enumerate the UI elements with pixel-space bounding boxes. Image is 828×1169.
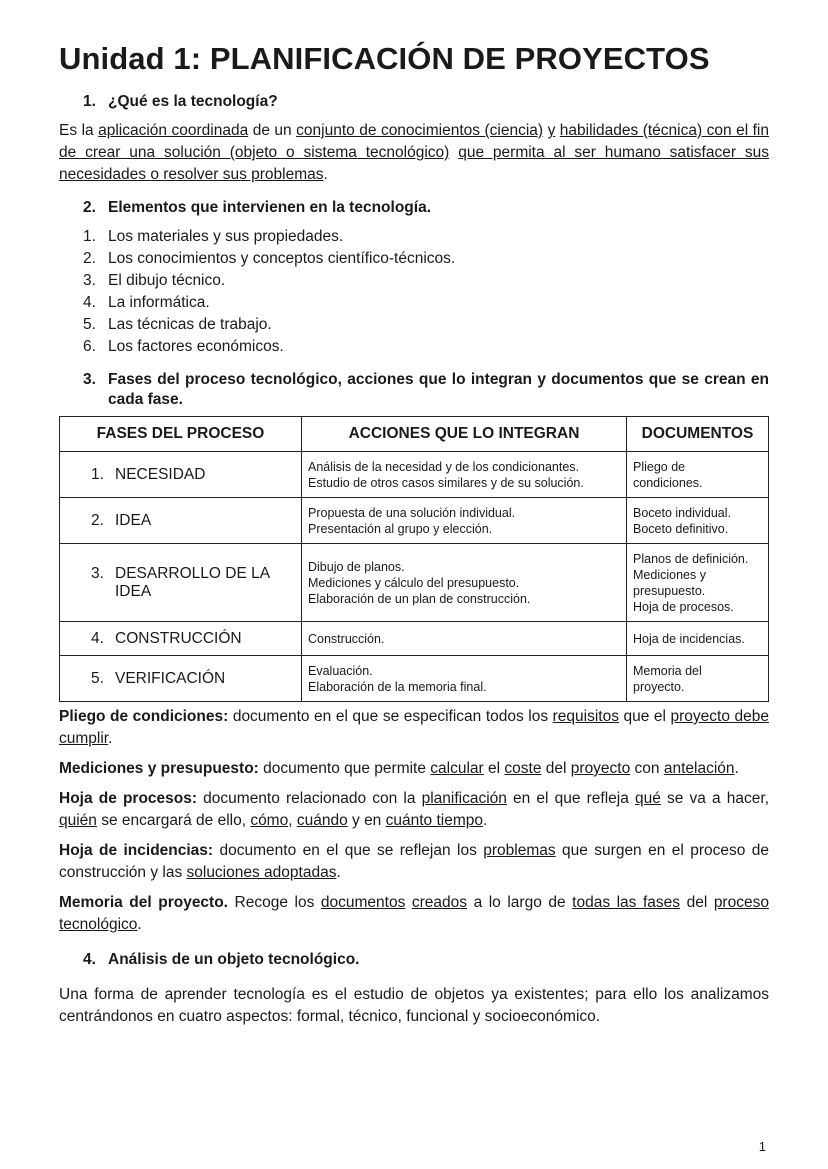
action-line: Análisis de la necesidad y de los condicionantes. (308, 459, 580, 474)
text-run: . (483, 812, 488, 829)
actions-cell (302, 498, 627, 544)
underlined-term: problemas (483, 842, 556, 859)
column-header-fases: FASES DEL PROCESO (60, 417, 302, 452)
list-text: Los materiales y sus propiedades. (108, 228, 344, 245)
section-number: 1. (83, 93, 96, 110)
document-line: Hoja de procesos. (633, 599, 734, 614)
text-run: del (541, 760, 571, 777)
action-line: Dibujo de planos. (308, 559, 405, 574)
document-line: Pliego de (633, 459, 686, 474)
section-title: Fases del proceso tecnológico, acciones que lo integran y documentos que se crean en cada fase. (108, 371, 769, 408)
list-number: 1. (83, 228, 96, 245)
underlined-term: habilidades (técnica) con el fin de crear una solución (objeto o sistema tecnológico) (59, 122, 769, 161)
underlined-term: y (547, 122, 556, 139)
underlined-term: cómo (250, 812, 289, 829)
term-name: Hoja de procesos: (59, 790, 198, 807)
documents-cell (627, 544, 769, 622)
underlined-term: requisitos (552, 708, 619, 725)
text-run: se encargará de ello, (96, 812, 251, 829)
analysis-paragraph: Una forma de aprender tecnología es el estudio de objetos ya existentes; para ello los analizamos centrándonos en cuatro aspectos: formal, técnico, funcional y socioeconómico. (59, 986, 769, 1025)
list-text: Las técnicas de trabajo. (108, 316, 272, 333)
text-run: Es la (59, 122, 99, 139)
phase-cell (60, 498, 302, 544)
list-number: 4. (83, 294, 96, 311)
underlined-term: quién (59, 812, 97, 829)
document-line: Memoria del (633, 663, 702, 678)
phase-cell (60, 656, 302, 702)
phase-number: 2. (91, 511, 104, 529)
phase-name: DESARROLLO DE LA IDEA (115, 564, 270, 600)
phase-cell (60, 452, 302, 498)
action-line: Evaluación. (308, 663, 373, 678)
list-item (59, 248, 769, 270)
document-line: Boceto individual. (633, 505, 731, 520)
text-run: , (288, 812, 297, 829)
list-text: El dibujo técnico. (108, 272, 226, 289)
glossary-memoria (59, 892, 769, 936)
list-item (59, 314, 769, 336)
documents-cell (627, 498, 769, 544)
document-line: Hoja de incidencias. (633, 631, 745, 646)
underlined-term: qué (635, 790, 661, 807)
underlined-term: proyecto (570, 760, 631, 777)
action-line: Propuesta de una solución individual. (308, 505, 516, 520)
action-line: Construcción. (308, 631, 385, 646)
document-line: Planos de definición. (633, 551, 749, 566)
page-title: Unidad 1: PLANIFICACIÓN DE PROYECTOS (59, 41, 710, 76)
table-row (60, 544, 769, 622)
documents-cell (627, 452, 769, 498)
glossary-pliego (59, 706, 769, 750)
action-line: Elaboración de un plan de construcción. (308, 591, 531, 606)
phase-number: 4. (91, 629, 104, 647)
section-heading-1 (59, 92, 769, 112)
text-run: . (108, 730, 113, 747)
text-run: de un (248, 122, 297, 139)
underlined-term: planificación (421, 790, 507, 807)
section-title: Análisis de un objeto tecnológico. (108, 951, 360, 968)
documents-cell (627, 656, 769, 702)
text-run: que el (618, 708, 671, 725)
underlined-term: calcular (430, 760, 484, 777)
text-run: y en (347, 812, 386, 829)
term-name: Hoja de incidencias: (59, 842, 214, 859)
page-number: 1 (758, 1139, 766, 1154)
underlined-term: proyecto debe cumplir (59, 708, 769, 747)
section-title: ¿Qué es la tecnología? (108, 93, 278, 110)
underlined-term: aplicación coordinada (98, 122, 249, 139)
actions-cell (302, 622, 627, 656)
term-name: Pliego de condiciones: (59, 708, 229, 725)
phase-cell (60, 622, 302, 656)
list-number: 3. (83, 272, 96, 289)
text-run: del (680, 894, 714, 911)
document-page (59, 40, 769, 1036)
list-number: 6. (83, 338, 96, 355)
definition-paragraph (59, 120, 769, 186)
section-heading-4 (59, 950, 769, 970)
list-number: 5. (83, 316, 96, 333)
phase-number: 5. (91, 669, 104, 687)
underlined-term: documentos (320, 894, 406, 911)
phase-name: NECESIDAD (115, 465, 206, 483)
text-run: Recoge los (228, 894, 321, 911)
phase-number: 3. (91, 564, 104, 582)
glossary-mediciones (59, 758, 769, 780)
table-row (60, 622, 769, 656)
underlined-term: proceso tecnológico (59, 894, 769, 933)
phase-name: VERIFICACIÓN (115, 669, 226, 687)
text-run: que surgen en el proceso de construcción y las (59, 842, 769, 881)
actions-cell (302, 452, 627, 498)
section-title: Elementos que intervienen en la tecnología. (108, 199, 431, 216)
glossary-procesos (59, 788, 769, 832)
underlined-term: todas las fases (572, 894, 681, 911)
section-number: 2. (83, 199, 96, 216)
list-text: Los factores económicos. (108, 338, 284, 355)
text-run: documento que permite (258, 760, 431, 777)
text-run: el (483, 760, 505, 777)
text-run: . (336, 864, 341, 881)
phase-number: 1. (91, 465, 104, 483)
table-row (60, 498, 769, 544)
section-number: 4. (83, 951, 96, 968)
phase-cell (60, 544, 302, 622)
text-run: documento en el que se reflejan los (213, 842, 484, 859)
phases-table (59, 416, 769, 702)
text-run: documento relacionado con la (197, 790, 422, 807)
text-run: a lo largo de (467, 894, 573, 911)
list-text: La informática. (108, 294, 210, 311)
action-line: Elaboración de la memoria final. (308, 679, 487, 694)
glossary-incidencias (59, 840, 769, 884)
text-run: . (734, 760, 739, 777)
list-number: 2. (83, 250, 96, 267)
underlined-term: cuándo (296, 812, 348, 829)
table-row (60, 452, 769, 498)
phase-name: IDEA (115, 511, 152, 529)
section-heading-3 (59, 370, 769, 410)
text-run: se va a hacer, (660, 790, 770, 807)
elements-list (59, 226, 769, 358)
list-item (59, 270, 769, 292)
text-run: documento en el que se especifican todos los (228, 708, 553, 725)
table-header-row (60, 417, 769, 452)
text-run (449, 144, 458, 161)
list-item (59, 336, 769, 358)
document-line: proyecto. (633, 679, 685, 694)
document-line: Boceto definitivo. (633, 521, 729, 536)
underlined-term: creados (411, 894, 468, 911)
table-row (60, 656, 769, 702)
action-line: Presentación al grupo y elección. (308, 521, 493, 536)
text-run: . (323, 166, 328, 183)
term-name: Mediciones y presupuesto: (59, 760, 259, 777)
underlined-term: cuánto tiempo (385, 812, 483, 829)
underlined-term: soluciones adoptadas (186, 864, 337, 881)
list-item (59, 292, 769, 314)
section-heading-2 (59, 198, 769, 218)
action-line: Mediciones y cálculo del presupuesto. (308, 575, 520, 590)
document-line: presupuesto. (633, 583, 706, 598)
term-name: Memoria del proyecto. (59, 894, 228, 911)
actions-cell (302, 544, 627, 622)
underlined-term: antelación (663, 760, 735, 777)
underlined-term: coste (504, 760, 542, 777)
text-run: . (137, 916, 142, 933)
text-run: en el que refleja (506, 790, 635, 807)
list-item (59, 226, 769, 248)
column-header-documentos: DOCUMENTOS (627, 417, 769, 452)
document-line: Mediciones y (633, 567, 706, 582)
actions-cell (302, 656, 627, 702)
section-number: 3. (83, 371, 96, 388)
underlined-term: que permita al ser humano satisfacer sus necesidades o resolver sus problemas (59, 144, 769, 183)
action-line: Estudio de otros casos similares y de su solución. (308, 475, 584, 490)
list-text: Los conocimientos y conceptos científico-técnicos. (108, 250, 456, 267)
document-line: condiciones. (633, 475, 703, 490)
underlined-term: conjunto de conocimientos (ciencia) (296, 122, 544, 139)
documents-cell (627, 622, 769, 656)
phase-name: CONSTRUCCIÓN (115, 629, 242, 647)
column-header-acciones: ACCIONES QUE LO INTEGRAN (302, 417, 627, 452)
text-run: con (630, 760, 664, 777)
